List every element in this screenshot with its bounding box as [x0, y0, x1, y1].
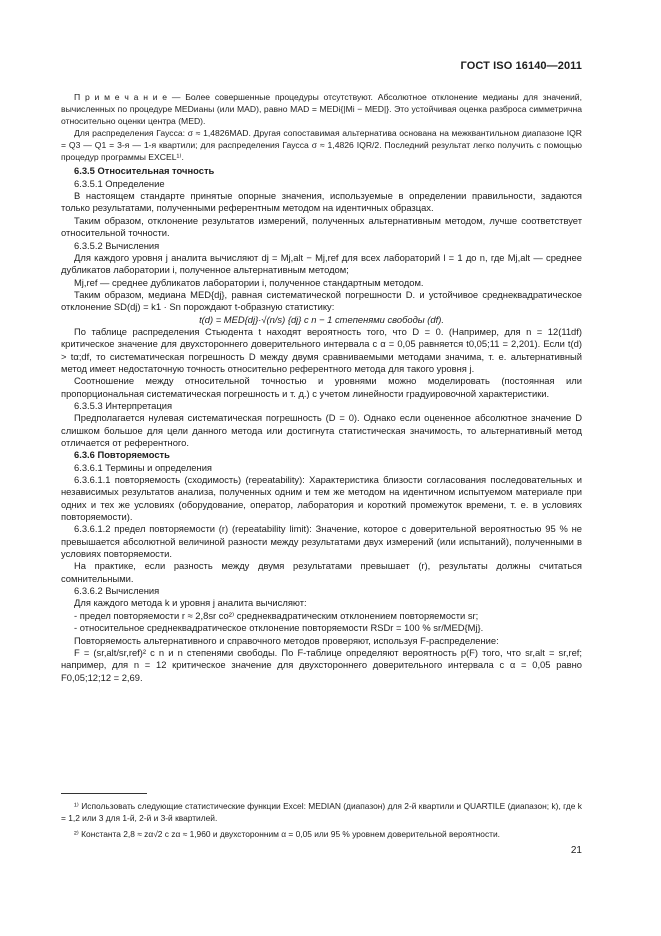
subsection-heading: 6.3.6.2 Вычисления: [74, 585, 160, 597]
page-number: 21: [570, 845, 582, 856]
body-paragraph: Предполагается нулевая систематическая погрешность (D = 0). Однако если оцененное абсолютное значение D слишком большое для цели данного метода или достигнута статистическая значимость, то альтернативный метод отличается от референтного.: [61, 412, 582, 448]
body-paragraph: Таким образом, медиана MED{dj}, равная систематической погрешности D. и устойчивое среднеквадратическое отклонение SD(dj) = k1 · Sn порождают t-образную статистику:: [61, 288, 582, 313]
gauss-paragraph: Для распределения Гаусса: σ ≈ 1,4826MAD. Другая сопоставимая альтернатива основана на межквантильном диапазоне IQR = Q3 — Q1 = 3-я — 1-я квартили; для распределения Гаусса σ ≈ 1,4826 IQR/2. Последний результат легко получить с помощью процедур программы EXCEL¹⁾.: [61, 127, 582, 162]
body-paragraph: На практике, если разность между двумя результатами превышает (r), результаты должны считаться сомнительными.: [61, 560, 582, 584]
subsection-heading: 6.3.5.1 Определение: [74, 177, 165, 189]
section-heading: 6.3.6 Повторяемость: [74, 449, 170, 461]
body-paragraph: Для каждого метода k и уровня j аналита вычисляют:: [74, 597, 307, 609]
body-paragraph: По таблице распределения Стьюдента t находят вероятность того, что D = 0. (Например, для n = 12(11df) критическое значение для двухстороннего доверительного интервала с α = 0,05 равняется t0,05;11 = 2,201). Если t(d) > tα;df, то систематическая погрешность D между двумя сравниваемыми методами значима, т. е. альтернативный метод имеет недостаточную точность относительно референтного метода для такого уровня j.: [61, 325, 582, 374]
section-heading: 6.3.5 Относительная точность: [74, 165, 215, 177]
body-paragraph: 6.3.6.1.2 предел повторяемости (r) (repeatability limit): Значение, которое с доверительной вероятностью 95 % не превышается абсолютной величиной разности между результатами двух измерений (или испытаний), полученными в условиях повторяемости.: [61, 523, 582, 560]
body-paragraph: Соотношение между относительной точностью и уровнями можно моделировать (постоянная или пропорциональная систематическая погрешность и т. д.) с учетом линейности градуировочной характеристики.: [61, 375, 582, 399]
body-paragraph: F = (sr,alt/sr,ref)² с n и n степенями свободы. По F-таблице определяют вероятность p(F) того, что sr,alt = sr,ref; например, для n = 12 критическое значение для двухстороннего доверительного интервала с α = 0,05 равно F0,05;12;12 = 2,69.: [61, 646, 582, 683]
note-paragraph: П р и м е ч а н и е — Более совершенные процедуры отсутствуют. Абсолютное отклонение медианы для значений, вычисленных по процедуре MEDианы (или MAD), равно MAD = MEDi{|Mi − MED|}. Это устойчивая оценка разброса симметрична относительно оценки центра (MED).: [61, 92, 582, 126]
body-paragraph: - предел повторяемости r ≈ 2,8sr со²⁾ среднеквадратическим отклонением повторяемости sr;: [74, 609, 479, 621]
body-paragraph: Повторяемость альтернативного и справочного методов проверяют, используя F-распределение:: [74, 634, 499, 646]
standard-header: ГОСТ ISO 16140—2011: [460, 60, 582, 72]
body-paragraph: В настоящем стандарте принятые опорные значения, используемые в определении правильности, задаются только результатами, полученными референтным методом на идентичных образцах.: [61, 190, 582, 214]
body-paragraph: Mj,ref — среднее дубликатов лаборатории i, полученное стандартным методом.: [74, 276, 424, 288]
body-paragraph: Таким образом, отклонение результатов измерений, полученных альтернативным методом, лучше соответствует относительной точности.: [61, 214, 582, 239]
footnotes: [61, 800, 582, 843]
body-paragraph: Для каждого уровня j аналита вычисляют dj = Mj,alt − Mj,ref для всех лабораторий l = 1 до n, где Mj,alt — среднее дубликатов лаборатории i, полученное альтернативным методом;: [61, 251, 582, 276]
body-paragraph: 6.3.6.1.1 повторяемость (сходимость) (repeatability): Характеристика близости согласования последовательных и независимых результатов анализа, полученных одним и тем же методом на идентичном испытуемом материале при одних и тех же условиях (оборудование, оператор, лаборатория и короткий промежуток времени, т. е. в условиях повторяемости).: [61, 474, 582, 523]
formula: t(d) = MED{dj}·√(n/s) {dj} с n − 1 степенями свободы (df).: [199, 313, 444, 325]
main-text: [61, 92, 582, 684]
footnote-2: ²⁾ Константа 2,8 ≈ zα√2 с zα ≈ 1,960 и двухсторонним α = 0,05 или 95 % уровнем доверительной вероятности.: [74, 828, 500, 839]
subsection-heading: 6.3.5.2 Вычисления: [74, 239, 160, 251]
subsection-heading: 6.3.5.3 Интерпретация: [74, 399, 173, 411]
body-paragraph: - относительное среднеквадратическое отклонение повторяемости RSDr = 100 % sr/MED{Mj}.: [74, 622, 484, 634]
footnote-1: ¹⁾ Использовать следующие статистические функции Excel: MEDIAN (диапазон) для 2-й квартили и QUARTILE (диапазон; k), где k = 1,2 или 3 для 1-й, 2-й и 3-й квартилей.: [61, 801, 582, 824]
subsection-heading: 6.3.6.1 Термины и определения: [74, 461, 213, 473]
footnote-divider: [61, 793, 147, 794]
